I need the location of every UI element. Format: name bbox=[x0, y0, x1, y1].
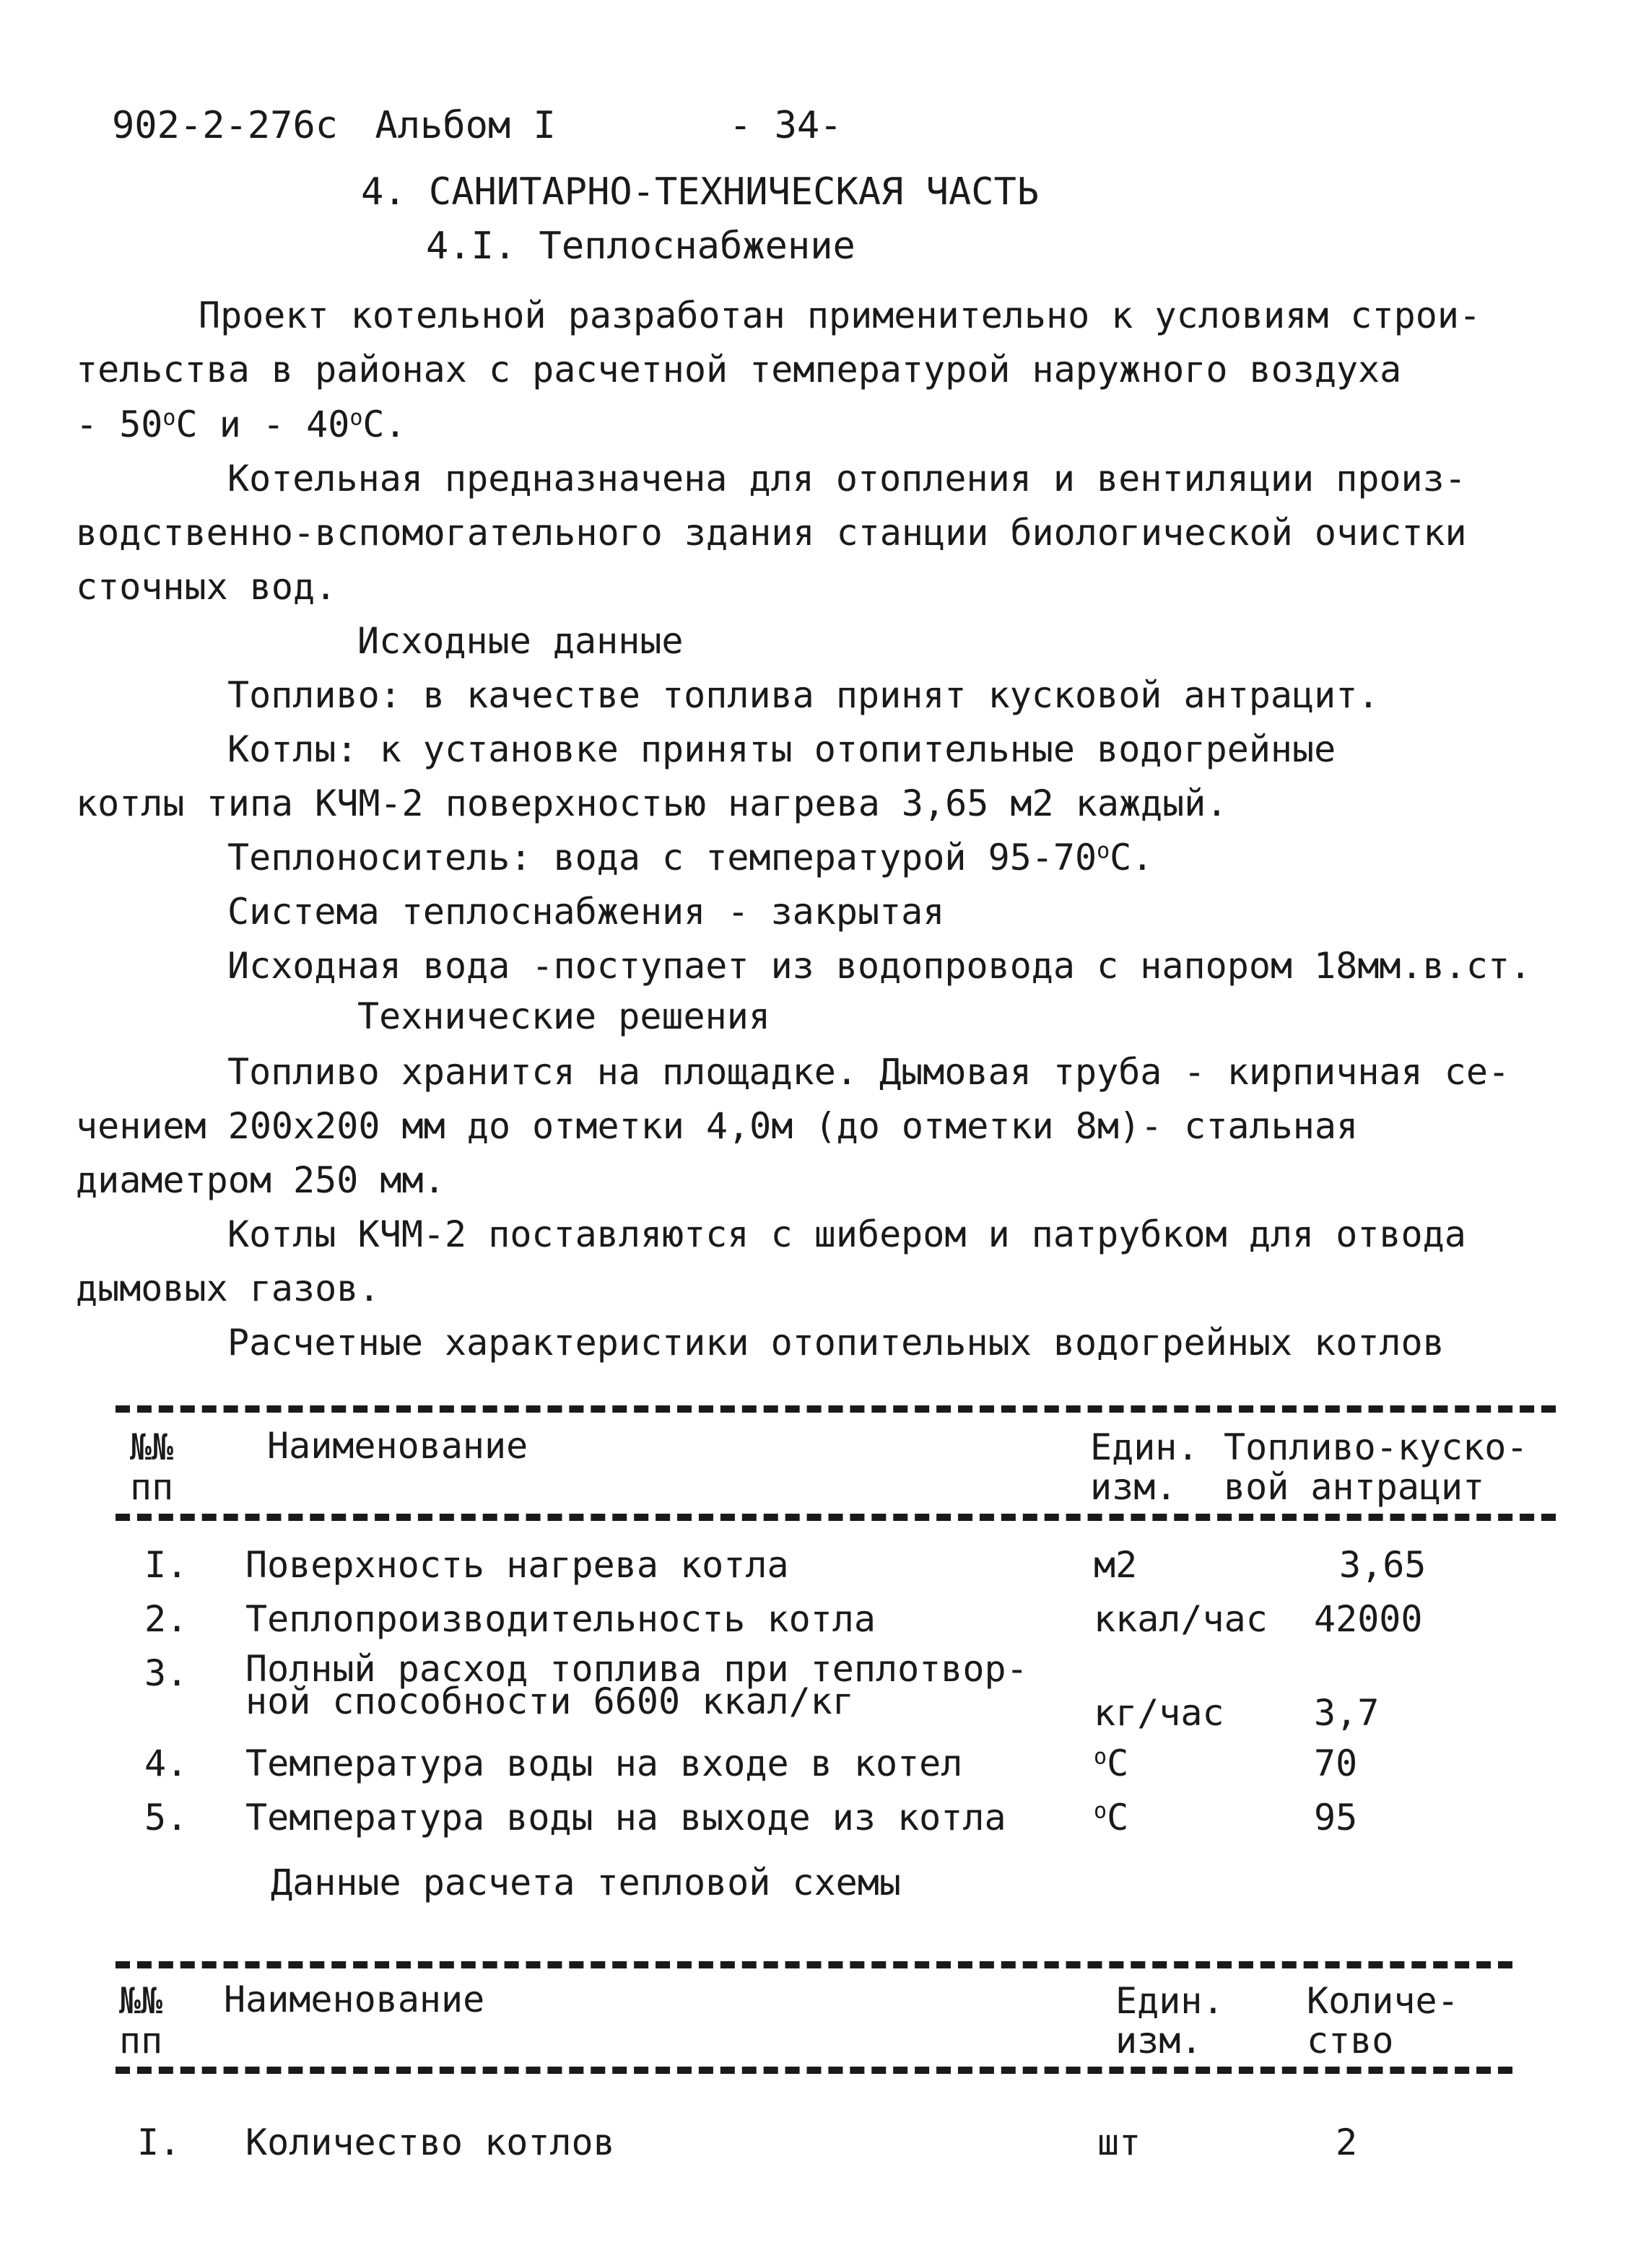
intro-para2-line-2: водственно-вспомогательного здания станции биологической очистки bbox=[76, 512, 1467, 554]
table2-row-1-unit: шт bbox=[1097, 2121, 1141, 2163]
table1-row-1-value: 3,65 bbox=[1339, 1544, 1427, 1586]
tech-p1-line-1: Топливо хранится на площадке. Дымовая труба - кирпичная се- bbox=[227, 1051, 1510, 1093]
table1-row-3-name: Полный расход топлива при теплотвор- ной способности 6600 ккал/кг bbox=[245, 1648, 1028, 1722]
table1-row-2-value: 42000 bbox=[1314, 1598, 1423, 1640]
tech-p1-line-3: диаметром 250 мм. bbox=[76, 1159, 445, 1201]
section-subtitle: 4.I. Теплоснабжение bbox=[426, 224, 855, 268]
table1-row-2-unit: ккал/час bbox=[1094, 1598, 1268, 1640]
album-label: Альбом I bbox=[375, 104, 556, 147]
table1-row-4-value: 70 bbox=[1314, 1743, 1358, 1784]
tech-solutions-heading: Технические решения bbox=[357, 995, 770, 1037]
boilers-line-2: котлы типа КЧМ-2 поверхностью нагрева 3,65 м2 каждый. bbox=[76, 782, 1228, 824]
table1-row-5-unit: $^о$С bbox=[1094, 1797, 1129, 1839]
boilers-line-1: Котлы: к установке приняты отопительные водогрейные bbox=[227, 728, 1336, 770]
table1-row-3-unit: кг/час bbox=[1094, 1692, 1224, 1734]
table1-row-3-value: 3,7 bbox=[1314, 1692, 1380, 1734]
table1-row-5-name: Температура воды на выходе из котла bbox=[245, 1797, 1006, 1839]
table-row: I. bbox=[137, 2121, 181, 2163]
table2-header-num: №№ пп bbox=[119, 1980, 163, 2062]
table1-header-value: Топливо-кускo- вой антрацит bbox=[1224, 1426, 1528, 1508]
table-row: 3. bbox=[144, 1652, 188, 1694]
table1-row-4-name: Температура воды на входе в котел bbox=[245, 1743, 963, 1784]
table2-row-1-value: 2 bbox=[1336, 2121, 1358, 2163]
table2-header-name: Наименование bbox=[224, 1979, 485, 2020]
table2-header-value: Количе- ство bbox=[1307, 1980, 1459, 2062]
table-row: 5. bbox=[144, 1797, 188, 1839]
table-row: I. bbox=[144, 1544, 188, 1586]
table1-header-rule bbox=[116, 1514, 1556, 1521]
intro-para2-line-3: сточных вод. bbox=[76, 566, 337, 608]
table2-header-unit: Един. изм. bbox=[1115, 1980, 1224, 2062]
source-data-heading: Исходные данные bbox=[357, 620, 684, 662]
intro-line-2: тельства в районах с расчетной температурой наружного воздуха bbox=[76, 349, 1402, 391]
table1-top-rule bbox=[116, 1405, 1556, 1413]
table1-row-4-unit: $^о$С bbox=[1094, 1743, 1129, 1784]
project-code: 902-2-276с bbox=[112, 104, 339, 147]
tech-p2-line-2: дымовых газов. bbox=[76, 1268, 380, 1309]
table2-top-rule bbox=[116, 1961, 1512, 1968]
fuel-text: Топливо: в качестве топлива принят кусковой антрацит. bbox=[227, 674, 1380, 716]
table1-row-1-name: Поверхность нагрева котла bbox=[245, 1544, 789, 1586]
table2-caption: Данные расчета тепловой схемы bbox=[271, 1862, 901, 1903]
document-code bbox=[112, 104, 556, 147]
table2-header-rule bbox=[116, 2067, 1512, 2074]
table1-row-1-unit: м2 bbox=[1094, 1544, 1138, 1586]
table2-row-1-name: Количество котлов bbox=[245, 2121, 615, 2163]
table1-row-5-value: 95 bbox=[1314, 1797, 1358, 1839]
coolant-text: Теплоноситель: вода с температурой $95-70^оС$. bbox=[227, 837, 1154, 878]
table1-header-num: №№ пп bbox=[130, 1426, 174, 1508]
table1-row-2-name: Теплопроизводительность котла bbox=[245, 1598, 876, 1640]
tech-p1-line-2: чением 200х200 мм до отметки 4,0м (до отметки 8м)- стальная bbox=[76, 1105, 1359, 1147]
table1-caption: Расчетные характеристики отопительных водогрейных котлов bbox=[227, 1322, 1445, 1364]
table1-header-name: Наименование bbox=[267, 1425, 528, 1467]
tech-p2-line-1: Котлы КЧМ-2 поставляются с шибером и патрубком для отвода bbox=[227, 1213, 1466, 1255]
table1-header-unit: Един. изм. bbox=[1090, 1426, 1199, 1508]
table-row: 4. bbox=[144, 1743, 188, 1784]
intro-para2-line-1: Котельная предназначена для отопления и вентиляции произ- bbox=[227, 458, 1466, 500]
system-text: Система теплоснабжения - закрытая bbox=[227, 891, 945, 933]
water-text: Исходная вода -поступает из водопровода с напором 18мм.в.ст. bbox=[227, 945, 1532, 987]
page-number: - 34- bbox=[729, 104, 842, 147]
intro-line-3: - $50^оС$ и - $40^оС$. bbox=[76, 404, 406, 445]
section-title: 4. САНИТАРНО-ТЕХНИЧЕСКАЯ ЧАСТЬ bbox=[361, 170, 1040, 214]
table-row: 2. bbox=[144, 1598, 188, 1640]
intro-line-1: Проект котельной разработан применительно к условиям строи- bbox=[199, 295, 1481, 336]
